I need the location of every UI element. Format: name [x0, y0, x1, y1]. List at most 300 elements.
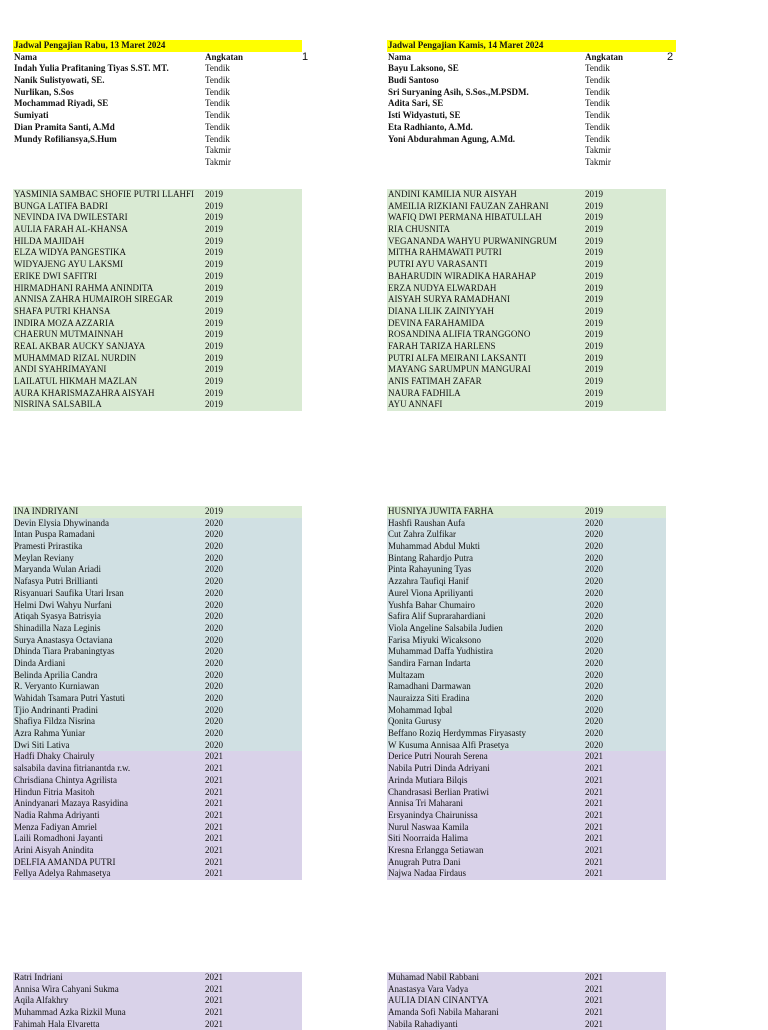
staff-row [387, 157, 666, 169]
row-year: 2019 [585, 340, 603, 351]
row-name: Annisa Tri Maharani [388, 798, 463, 809]
table-row [13, 984, 302, 996]
staff-row [13, 110, 302, 122]
row-year: 2020 [585, 599, 603, 610]
row-year: 2021 [205, 856, 223, 867]
row-name: Muhammad Azka Rizkil Muna [14, 1007, 126, 1018]
table-row [387, 553, 666, 565]
row-year: 2019 [205, 329, 223, 340]
row-year: 2019 [585, 282, 603, 293]
row-year: 2019 [585, 200, 603, 211]
row-name: Menza Fadiyan Amriel [14, 821, 97, 832]
table-row [13, 294, 302, 306]
table-row [387, 247, 666, 259]
row-year: 2021 [205, 833, 223, 844]
row-name: ANNISA ZAHRA HUMAIROH SIREGAR [14, 294, 173, 305]
row-name: MITHA RAHMAWATI PUTRI [388, 247, 502, 258]
row-year: 2019 [585, 224, 603, 235]
table-row [13, 972, 302, 984]
row-year: 2019 [585, 387, 603, 398]
table-row [13, 845, 302, 857]
row-name: ANIS FATIMAH ZAFAR [388, 376, 482, 386]
row-year: 2020 [585, 739, 603, 750]
row-year: 2019 [205, 305, 223, 316]
table-row [13, 212, 302, 224]
row-year: 2021 [205, 821, 223, 832]
row-year: 2020 [205, 529, 223, 540]
row-name: R. Veryanto Kurniawan [14, 681, 100, 692]
table-row [387, 1007, 666, 1019]
row-year: 2019 [585, 259, 603, 270]
row-year: 2021 [205, 972, 223, 982]
row-name: WAFIQ DWI PERMANA HIBATULLAH [388, 212, 542, 223]
row-year: Tendik [585, 86, 610, 97]
row-year: 2020 [585, 716, 603, 727]
table-row [387, 318, 666, 330]
row-year: 2020 [205, 622, 223, 633]
row-year: 2020 [205, 739, 223, 750]
row-year: Tendik [205, 110, 230, 121]
table-row [13, 751, 302, 763]
table-row [13, 833, 302, 845]
row-year: 2020 [205, 564, 223, 575]
row-name: ELZA WIDYA PANGESTIKA [14, 247, 127, 258]
row-name: VEGANANDA WAHYU PURWANINGRUM [388, 235, 557, 246]
row-name: Mundy Rofiliansya,S.Hum [14, 133, 117, 144]
row-year: 2020 [205, 669, 223, 680]
row-name: Sumiyati [14, 110, 49, 121]
row-year: 2019 [585, 294, 603, 305]
table-row [387, 1019, 666, 1030]
table-row [13, 506, 302, 518]
page-number: 2 [667, 51, 674, 63]
student-list-2019 [387, 189, 666, 411]
table-row [387, 623, 666, 635]
row-name: Mochammad Riyadi, SE [14, 98, 109, 109]
row-name: Aqila Alfakhry [14, 995, 69, 1006]
row-year: 2021 [205, 786, 223, 797]
student-list-2020-2021 [13, 506, 302, 880]
row-name: WIDYAJENG AYU LAKSMI [14, 259, 124, 270]
row-name: Dinda Ardiani [14, 657, 66, 668]
row-year: 2019 [205, 376, 223, 386]
row-year: 2020 [585, 728, 603, 739]
row-year: 2021 [585, 983, 603, 994]
table-header: Nama Angkatan [388, 51, 624, 62]
row-year: 2020 [205, 657, 223, 668]
staff-row [387, 122, 666, 134]
table-row [13, 693, 302, 705]
table-row [13, 798, 302, 810]
table-row [387, 728, 666, 740]
row-name: DEVINA FARAHAMIDA [388, 317, 485, 328]
row-name: Kresna Erlangga Setiawan [388, 844, 484, 855]
row-name: NISRINA SALSABILA [14, 399, 102, 410]
table-row [387, 984, 666, 996]
table-row [13, 399, 302, 411]
table-row [387, 763, 666, 775]
table-row [387, 341, 666, 353]
table-row [387, 705, 666, 717]
row-name: Multazam [388, 669, 425, 680]
row-year: 2020 [205, 681, 223, 692]
row-name: AURA KHARISMAZAHRA AISYAH [14, 387, 155, 398]
row-name: REAL AKBAR AUCKY SANJAYA [14, 340, 146, 351]
row-year: 2021 [585, 833, 603, 844]
row-name: Budi Santoso [388, 75, 439, 86]
row-name: Chrisdiana Chintya Agrilista [14, 774, 117, 785]
row-year: 2021 [205, 844, 223, 855]
row-year: 2021 [585, 856, 603, 867]
row-year: 2019 [585, 305, 603, 316]
row-name: AISYAH SURYA RAMADHANI [388, 294, 511, 305]
table-row [13, 576, 302, 588]
table-row [387, 972, 666, 984]
table-row [387, 787, 666, 799]
row-year: 2021 [585, 844, 603, 855]
row-year: 2019 [585, 506, 603, 516]
table-row [387, 306, 666, 318]
table-row [13, 564, 302, 576]
row-name: CHAERUN MUTMAINNAH [14, 329, 124, 340]
row-name: DIANA LILIK ZAINIYYAH [388, 305, 494, 316]
row-year: 2019 [205, 212, 223, 223]
row-name: RIA CHUSNITA [388, 224, 451, 235]
row-year: 2020 [205, 704, 223, 715]
table-row [387, 611, 666, 623]
row-name: Sri Suryaning Asih, S.Sos.,M.PSDM. [388, 86, 529, 97]
row-year: 2021 [205, 798, 223, 809]
row-year: 2021 [585, 995, 603, 1006]
row-name: Aurel Viona Apriliyanti [388, 587, 474, 598]
row-name: Safira Alif Suprarahardiani [388, 611, 486, 622]
table-row [387, 751, 666, 763]
row-name: Pramesti Prirastika [14, 541, 83, 552]
row-year: 2020 [585, 634, 603, 645]
table-row [13, 236, 302, 248]
row-year: 2019 [585, 189, 603, 199]
row-name: Ersyanindya Chairunissa [388, 809, 478, 820]
table-row [387, 845, 666, 857]
table-row [13, 341, 302, 353]
row-name: SHAFA PUTRI KHANSA [14, 305, 111, 316]
staff-list [387, 63, 676, 168]
row-year: Tendik [205, 75, 230, 86]
row-name: Anastasya Vara Vadya [388, 983, 469, 994]
row-name: salsabila davina fitrianantda r.w. [14, 763, 131, 774]
table-row [13, 670, 302, 682]
row-name: BAHARUDIN WIRADIKA HARAHAP [388, 270, 536, 281]
row-name: Farisa Miyuki Wicaksono [388, 634, 481, 645]
row-year: Tendik [205, 98, 230, 109]
table-row [13, 364, 302, 376]
table-row [13, 271, 302, 283]
table-row [13, 868, 302, 880]
row-name: Intan Puspa Ramadani [14, 529, 95, 540]
student-list-2021 [387, 972, 666, 1030]
row-name: Helmi Dwi Wahyu Nurfani [14, 599, 112, 610]
row-year: 2021 [585, 972, 603, 982]
row-name: Viola Angeline Salsabila Judien [388, 622, 503, 633]
table-row [387, 810, 666, 822]
row-name: Nabila Rahadiyanti [388, 1018, 458, 1029]
row-name: Tjio Andrinanti Pradini [14, 704, 98, 715]
table-row [387, 329, 666, 341]
row-year: 2021 [585, 786, 603, 797]
table-row [13, 224, 302, 236]
row-name: Shafiya Fildza Nisrina [14, 716, 95, 727]
row-name: Ramadhani Darmawan [388, 681, 471, 692]
row-year: 2021 [585, 763, 603, 774]
row-name: AMEILIA RIZKIANI FAUZAN ZAHRANI [388, 200, 549, 211]
row-name: Indah Yulia Prafitaning Tiyas S.ST. MT. [14, 63, 169, 74]
row-year: 2021 [585, 798, 603, 809]
row-name: ANDINI KAMILIA NUR AISYAH [388, 189, 517, 199]
row-year: 2019 [205, 189, 223, 199]
row-year: 2019 [205, 224, 223, 235]
row-year: 2020 [585, 517, 603, 528]
table-row [387, 635, 666, 647]
row-name: NEVINDA IVA DWILESTARI [14, 212, 128, 223]
table-row [13, 529, 302, 541]
table-row [13, 611, 302, 623]
row-year: 2019 [205, 259, 223, 270]
table-row [13, 541, 302, 553]
table-row [387, 716, 666, 728]
row-year: 2019 [205, 235, 223, 246]
row-year: 2021 [585, 809, 603, 820]
row-name: Nurlikan, S.Sos [14, 86, 74, 97]
row-year: 2020 [585, 669, 603, 680]
row-name: NAURA FADHILA [388, 387, 461, 398]
row-year: Takmir [585, 145, 611, 156]
page-number: 1 [302, 51, 309, 63]
table-row [387, 857, 666, 869]
table-row [387, 868, 666, 880]
row-name: AYU ANNAFI [388, 399, 443, 410]
row-name: INDIRA MOZA AZZARIA [14, 317, 115, 328]
table-row [387, 600, 666, 612]
row-name: Dwi Siti Lativa [14, 739, 70, 750]
row-name: Mohammad Iqbal [388, 704, 453, 715]
table-row [387, 506, 666, 518]
row-name: Muhamad Nabil Rabbani [388, 972, 479, 982]
table-row [13, 822, 302, 834]
row-year: 2020 [585, 622, 603, 633]
table-row [387, 212, 666, 224]
row-year: 2021 [205, 983, 223, 994]
row-name: Eta Radhianto, A.Md. [388, 121, 473, 132]
row-name: Pinta Rahayuning Tyas [388, 564, 472, 575]
row-year: 2020 [585, 564, 603, 575]
row-year: Takmir [585, 156, 611, 167]
row-year: 2019 [205, 399, 223, 410]
row-name: PUTRI AYU VARASANTI [388, 259, 488, 270]
table-row [13, 329, 302, 341]
staff-row [13, 122, 302, 134]
staff-row [387, 75, 666, 87]
row-year: 2021 [205, 763, 223, 774]
row-year: 2020 [585, 704, 603, 715]
table-row [13, 353, 302, 365]
table-row [387, 294, 666, 306]
schedule-left [13, 40, 302, 169]
row-year: 2019 [585, 352, 603, 363]
staff-row [13, 134, 302, 146]
row-year: 2020 [585, 587, 603, 598]
row-year: Tendik [205, 63, 230, 74]
table-row [13, 810, 302, 822]
table-row [13, 646, 302, 658]
row-name: Laili Romadhoni Jayanti [14, 833, 103, 844]
table-row [387, 658, 666, 670]
row-name: Fellya Adelya Rahmasetya [14, 868, 111, 879]
table-row [387, 283, 666, 295]
staff-list [13, 63, 302, 168]
row-year: 2019 [205, 506, 223, 516]
table-row [13, 716, 302, 728]
table-row [387, 995, 666, 1007]
row-year: 2020 [205, 552, 223, 563]
row-name: Nadia Rahma Adriyanti [14, 809, 100, 820]
row-year: 2020 [585, 576, 603, 587]
row-name: FARAH TARIZA HARLENS [388, 340, 496, 351]
row-year: 2020 [585, 693, 603, 703]
row-year: Tendik [585, 133, 610, 144]
row-name: BUNGA LATIFA BADRI [14, 200, 108, 211]
table-header: Nama Angkatan [14, 51, 244, 62]
row-name: Isti Widyastuti, SE [388, 110, 461, 121]
row-year: 2019 [585, 399, 603, 410]
row-year: 2021 [585, 774, 603, 785]
table-row [13, 588, 302, 600]
table-row [387, 646, 666, 658]
row-name: Surya Anastasya Octaviana [14, 634, 113, 645]
row-name: ERZA NUDYA ELWARDAH [388, 282, 497, 293]
row-year: Tendik [585, 121, 610, 132]
row-year: 2019 [205, 352, 223, 363]
row-name: Arini Aisyah Anindita [14, 844, 94, 855]
row-name: DELFIA AMANDA PUTRI [14, 856, 116, 867]
row-name: Bayu Laksono, SE [388, 63, 459, 74]
row-name: Muhammad Abdul Mukti [388, 541, 480, 552]
row-year: 2021 [585, 1018, 603, 1029]
table-row [13, 857, 302, 869]
staff-row [13, 145, 302, 157]
row-name: Najwa Nadaa Firdaus [388, 868, 466, 879]
row-year: 2019 [585, 270, 603, 281]
row-year: 2020 [585, 681, 603, 692]
staff-row [13, 75, 302, 87]
table-row [13, 763, 302, 775]
table-row [387, 518, 666, 530]
row-name: Amanda Sofi Nabila Maharani [388, 1007, 499, 1018]
table-row [13, 995, 302, 1007]
student-list-2019 [13, 189, 302, 411]
row-name: Cut Zahra Zulfikar [388, 529, 456, 540]
row-name: HILDA MAJIDAH [14, 235, 85, 246]
staff-row [13, 63, 302, 75]
row-year: 2020 [205, 716, 223, 727]
table-row [13, 787, 302, 799]
row-year: 2019 [205, 387, 223, 398]
row-name: Yushfa Bahar Chumairo [388, 599, 475, 610]
table-row [13, 1019, 302, 1030]
table-row [13, 681, 302, 693]
row-year: 2020 [585, 657, 603, 668]
table-row [13, 658, 302, 670]
row-name: Anindyanari Mazaya Rasyidina [14, 798, 128, 809]
row-name: Qonita Gurusy [388, 716, 442, 727]
row-year: 2021 [205, 1018, 223, 1029]
row-name: Anugrah Putra Dani [388, 856, 461, 867]
table-row [13, 518, 302, 530]
staff-row [387, 87, 666, 99]
row-year: 2020 [585, 529, 603, 540]
row-year: 2019 [205, 282, 223, 293]
table-row [387, 376, 666, 388]
row-year: 2019 [585, 364, 603, 375]
table-row [387, 588, 666, 600]
row-name: Bintang Rahardjo Putra [388, 552, 473, 563]
table-row [13, 388, 302, 400]
row-name: ANDI SYAHRIMAYANI [14, 364, 107, 375]
staff-row [387, 134, 666, 146]
row-name: LAILATUL HIKMAH MAZLAN [14, 376, 138, 386]
row-name: HIRMADHANI RAHMA ANINDITA [14, 282, 154, 293]
row-name: Chandrasasi Berlian Pratiwi [388, 786, 489, 797]
row-year: 2020 [205, 576, 223, 587]
table-row [387, 271, 666, 283]
row-name: Shinadilla Naza Leginis [14, 622, 101, 633]
row-name: Devin Elysia Dhywinanda [14, 517, 109, 528]
table-row [387, 670, 666, 682]
row-name: Azra Rahma Yuniar [14, 728, 86, 739]
table-row [387, 201, 666, 213]
table-row [387, 681, 666, 693]
row-year: 2021 [205, 751, 223, 762]
row-year: Takmir [205, 156, 231, 167]
row-name: Ratri Indriani [14, 972, 63, 982]
row-year: 2020 [205, 599, 223, 610]
row-name: Nafasya Putri Brillianti [14, 576, 98, 587]
row-year: 2020 [585, 541, 603, 552]
table-row [13, 705, 302, 717]
table-row [13, 318, 302, 330]
row-name: Hadfi Dhaky Chairuly [14, 751, 95, 762]
table-row [387, 189, 666, 201]
table-row [13, 376, 302, 388]
row-name: Arinda Mutiara Bilqis [388, 774, 468, 785]
row-year: 2020 [205, 587, 223, 598]
row-year: Tendik [585, 98, 610, 109]
table-row [13, 259, 302, 271]
row-name: Derice Putri Nourah Serena [388, 751, 488, 762]
row-year: 2021 [205, 995, 223, 1006]
table-row [13, 306, 302, 318]
schedule-title: Jadwal Pengajian Rabu, 13 Maret 2024 [13, 40, 302, 52]
row-name: INA INDRIYANI [14, 506, 79, 516]
row-year: Tendik [585, 75, 610, 86]
table-row [13, 247, 302, 259]
row-year: 2021 [585, 821, 603, 832]
staff-row [13, 157, 302, 169]
row-name: MAYANG SARUMPUN MANGURAI [388, 364, 531, 375]
table-row [387, 353, 666, 365]
table-row [387, 388, 666, 400]
row-year: 2020 [205, 693, 223, 703]
row-name: Risyanuari Saufika Utari Irsan [14, 587, 124, 598]
